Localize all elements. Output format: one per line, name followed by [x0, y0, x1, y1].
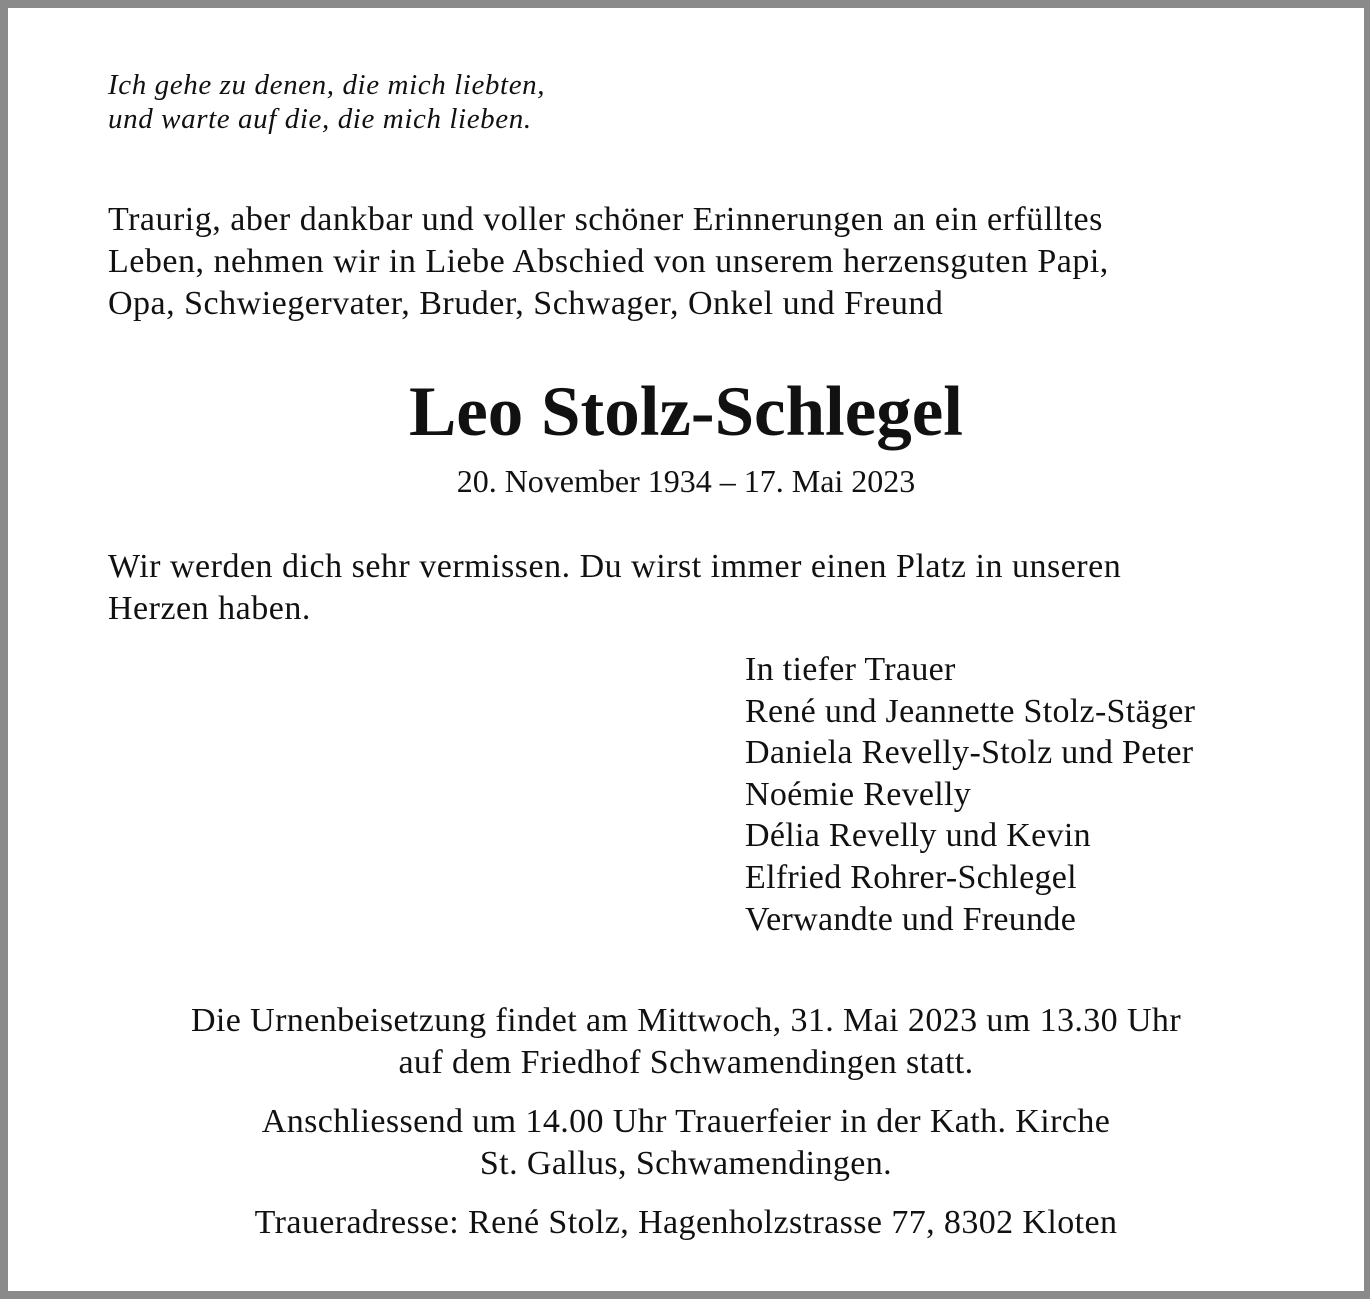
service-info — [8, 1101, 1364, 1185]
mourners-heading: In tiefer Trauer — [745, 651, 956, 688]
service-line: Anschliessend um 14.00 Uhr Trauerfeier in der Kath. Kirche — [261, 1103, 1111, 1140]
mourner-name: René und Jeannette Stolz-Stäger — [745, 692, 1196, 730]
intro-line: Leben, nehmen wir in Liebe Abschied von unserem herzensguten Papi, — [108, 243, 1109, 280]
address-line: Traueradresse: René Stolz, Hagenholzstrasse 77, 8302 Kloten — [254, 1204, 1118, 1241]
motto-line: und warte auf die, die mich lieben. — [108, 103, 532, 135]
mourner-name: Verwandte und Freunde — [745, 900, 1077, 938]
mourning-address — [8, 1202, 1364, 1244]
burial-line: Die Urnenbeisetzung findet am Mittwoch, 31. Mai 2023 um 13.30 Uhr — [190, 1002, 1182, 1039]
mourner-name: Daniela Revelly-Stolz und Peter — [745, 734, 1194, 772]
intro-line: Opa, Schwiegervater, Bruder, Schwager, Onkel und Freund — [108, 285, 944, 322]
intro-paragraph — [108, 199, 1278, 325]
motto-quote — [108, 68, 545, 136]
mourner-name: Elfried Rohrer-Schlegel — [745, 858, 1077, 896]
farewell-message — [108, 546, 1121, 630]
message-line: Herzen haben. — [108, 590, 311, 627]
service-line: St. Gallus, Schwamendingen. — [479, 1145, 893, 1182]
message-line: Wir werden dich sehr vermissen. Du wirst immer einen Platz in unseren — [108, 548, 1122, 585]
mourner-name: Délia Revelly und Kevin — [745, 817, 1091, 855]
mourners-list — [745, 649, 1195, 940]
intro-line: Traurig, aber dankbar und voller schöner Erinnerungen an ein erfülltes — [108, 201, 1103, 238]
deceased-name: Leo Stolz-Schlegel — [408, 373, 964, 451]
life-dates: 20. November 1934 – 17. Mai 2023 — [456, 463, 916, 499]
burial-info — [8, 1000, 1364, 1084]
mourner-name: Noémie Revelly — [745, 775, 972, 813]
burial-line: auf dem Friedhof Schwamendingen statt. — [398, 1044, 974, 1081]
motto-line: Ich gehe zu denen, die mich liebten, — [108, 69, 546, 101]
